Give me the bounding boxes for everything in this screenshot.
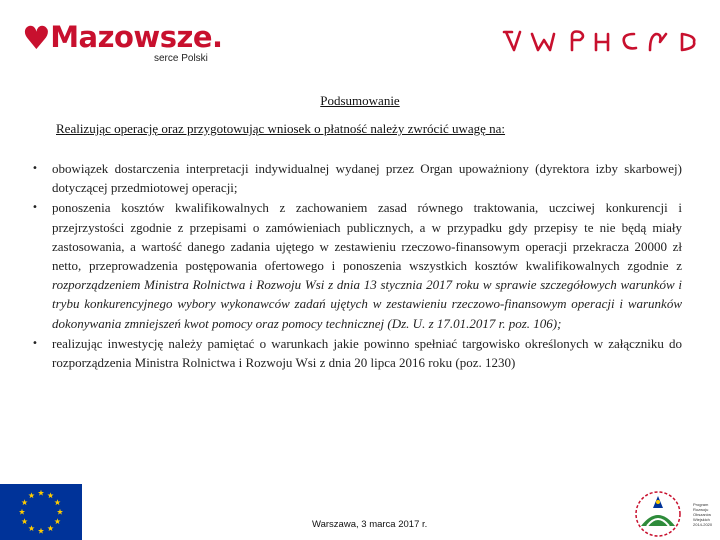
item-text: realizując inwestycję należy pamiętać o warunkach jakie powinno spełniać targowisko określonych w załączniku do rozporządzenia Ministra Rolnictwa i Rozwoju Wsi z dnia 20 lipca 2016 roku (poz. 1230) bbox=[52, 335, 682, 371]
intro-text: Realizując operację oraz przygotowując wniosek o płatność należy zwrócić uwagę na: bbox=[56, 121, 506, 136]
logo-brand-text bbox=[22, 19, 232, 57]
item-text: ponoszenia kosztów kwalifikowalnych z zachowaniem zasad równego traktowania, uczciwej konkurencji i przejrzystości zgodnie z przepisami o zamówieniach publicznych, a w przypadku gdy przepisy te nie będą miały zastosowania, a wartość danego zadania ujętego w zestawieniu rzeczowo-finansowym operacji przekracza 20000 zł netto, przeprowadzenia postępowania ofertowego i ponoszenia wszystkich kosztów kwalifikowalnych zgodnie z bbox=[52, 200, 682, 274]
list-item bbox=[32, 334, 682, 372]
item-text: obowiązek dostarczenia interpretacji indywidualnej wydanej przez Organ upoważniony (dyrektora izby skarbowej) dotyczącej przedmiotowej operacji; bbox=[52, 161, 682, 196]
bullet-list bbox=[32, 159, 682, 373]
bullet-icon: • bbox=[32, 163, 38, 174]
bullet-icon: • bbox=[32, 337, 38, 349]
heart-icon: ♥ bbox=[22, 19, 51, 57]
logo-tagline: serce Polski bbox=[154, 53, 208, 64]
decorative-glyph-strip-icon bbox=[500, 26, 710, 56]
eu-flag-icon bbox=[0, 484, 82, 540]
bullet-icon: • bbox=[32, 202, 38, 214]
rural-program-text: Program Rozwoju Obszarów Wiejskich 2014-2020 bbox=[693, 502, 713, 527]
list-item bbox=[32, 159, 682, 197]
page-title: Podsumowanie bbox=[320, 93, 400, 108]
city-date: Warszawa, 3 marca 2017 r. bbox=[312, 519, 428, 530]
list-item bbox=[32, 198, 682, 332]
logo-brand: Mazowsze. bbox=[50, 20, 223, 54]
regulation-citation: rozporządzeniem Ministra Rolnictwa i Rozwoju Wsi z dnia 13 stycznia 2017 roku w sprawie szczegółowych warunków i trybu konkurencyjnego wybory wykonawców zadań ujętych w zestawieniu rzeczowo-finansowym operacji i warunków dokonywania zmniejszeń kwot pomocy oraz pomocy technicznej (Dz. U. z 17.01.2017 r. poz. 106); bbox=[52, 277, 682, 331]
mazowsze-logo bbox=[22, 19, 232, 72]
